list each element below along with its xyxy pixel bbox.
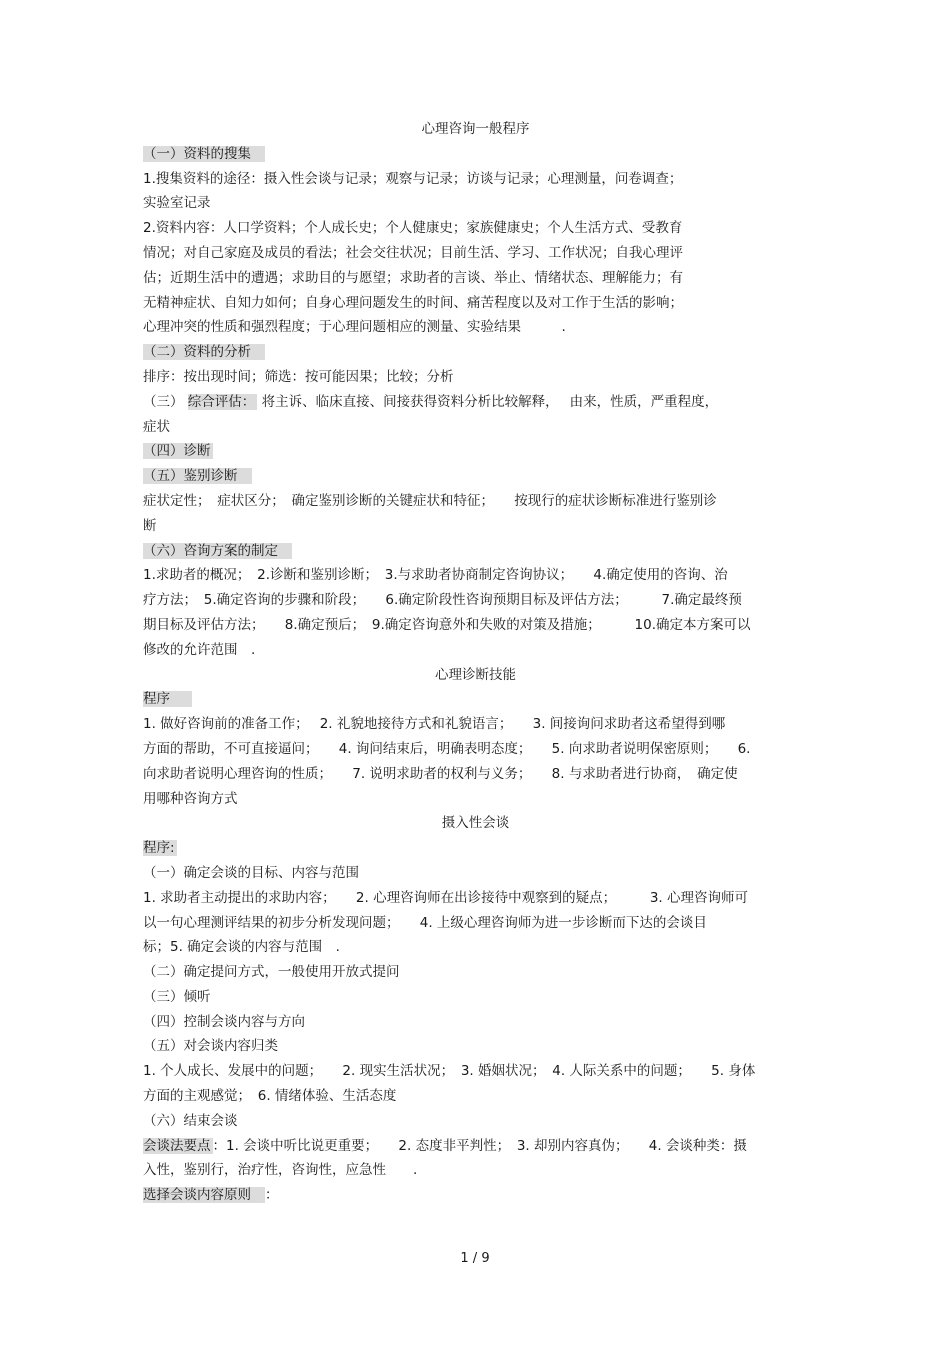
paragraph-line: 1.搜集资料的途径：摄入性会谈与记录；观察与记录；访谈与记录；心理测量，问卷调查； xyxy=(143,170,683,187)
interview-content-principles xyxy=(143,1183,808,1208)
paragraph-line: 心理冲突的性质和强烈程度；于心理问题相应的测量、实验结果 . xyxy=(143,319,566,336)
heading-procedure xyxy=(143,687,808,712)
paragraph-line: 向求助者说明心理咨询的性质； 7. 说明求助者的权利与义务； 8. 与求助者进行协商， 确定使 xyxy=(143,765,738,782)
paragraph-line: 排序：按出现时间；筛选：按可能因果；比较；分析 xyxy=(143,368,454,385)
section-title-intake-interview: 摄入性会谈 xyxy=(441,815,510,832)
paragraph-line: 症状 xyxy=(143,418,170,435)
highlighted-heading: 综合评估： xyxy=(187,393,256,410)
paragraph-line: 以一句心理测评结果的初步分析发现问题； 4. 上级心理咨询师为进一步诊断而下达的会谈目 xyxy=(143,914,707,931)
heading-data-analysis xyxy=(143,340,808,365)
paragraph-line: 无精神症状、自知力如何；自身心理问题发生的时间、痛苦程度以及对工作于生活的影响； xyxy=(143,294,683,311)
interview-key-points xyxy=(143,1134,808,1159)
heading-differential-diagnosis xyxy=(143,464,808,489)
heading-data-collection xyxy=(143,142,808,167)
document-body xyxy=(143,117,808,1208)
highlighted-heading: （五）鉴别诊断 xyxy=(143,468,252,484)
subheading: （四）控制会谈内容与方向 xyxy=(143,1013,305,1030)
subheading: （六）结束会谈 xyxy=(143,1112,238,1129)
paragraph-line: 方面的帮助，不可直接逼问； 4. 询问结束后，明确表明态度； 5. 向求助者说明保密原则； 6. xyxy=(143,740,751,757)
page-number: 1 / 9 xyxy=(460,1251,490,1266)
paragraph-line: 1. 个人成长、发展中的问题； 2. 现实生活状况； 3. 婚姻状况； 4. 人际关系中的问题； 5. 身体 xyxy=(143,1063,756,1080)
paragraph-line: 修改的允许范围 . xyxy=(143,641,256,658)
heading-comprehensive-evaluation xyxy=(143,390,808,415)
paragraph-line: 断 xyxy=(143,517,157,534)
section-title-diagnosis-skills: 心理诊断技能 xyxy=(435,666,516,683)
paragraph-line: 实验室记录 xyxy=(143,195,211,212)
paragraph-line: 期目标及评估方法； 8.确定预后； 9.确定咨询意外和失败的对策及措施； 10.确定本方案可以 xyxy=(143,616,751,633)
paragraph-line: 疗方法； 5.确定咨询的步骤和阶段； 6.确定阶段性咨询预期目标及评估方法； 7.确定最终预 xyxy=(143,592,742,609)
heading-plan-formulation xyxy=(143,539,808,564)
subheading: （一）确定会谈的目标、内容与范围 xyxy=(143,864,359,881)
highlighted-heading: 选择会谈内容原则 xyxy=(143,1187,265,1203)
subheading: （三）倾听 xyxy=(143,988,211,1005)
highlighted-heading: （二）资料的分析 xyxy=(143,344,265,360)
subheading: （五）对会谈内容归类 xyxy=(143,1038,278,1055)
heading-text: 将主诉、临床直接、间接获得资料分析比较解释， 由来，性质，严重程度， xyxy=(261,393,719,410)
paragraph-line: 症状定性； 症状区分； 确定鉴别诊断的关键症状和特征； 按现行的症状诊断标准进行鉴别诊 xyxy=(143,492,717,509)
section-title-counseling-procedure: 心理咨询一般程序 xyxy=(421,121,530,137)
highlighted-heading: （一）资料的搜集 xyxy=(143,146,265,162)
heading-number: （三） xyxy=(143,393,184,410)
paragraph-line: 1.求助者的概况； 2.诊断和鉴别诊断； 3.与求助者协商制定咨询协议； 4.确定使用的咨询、治 xyxy=(143,567,728,584)
heading-diagnosis xyxy=(143,439,808,464)
highlighted-heading: 程序: xyxy=(143,840,175,857)
paragraph-line: 标；5. 确定会谈的内容与范围 . xyxy=(143,939,340,956)
paragraph-text: ：1. 会谈中听比说更重要； 2. 态度非平判性； 3. 却别内容真伪； 4. 会谈种类：摄 xyxy=(212,1137,747,1154)
paragraph-line: 1. 做好咨询前的准备工作； 2. 礼貌地接待方式和礼貌语言； 3. 间接询问求助者这希望得到哪 xyxy=(143,716,726,733)
heading-procedure xyxy=(143,836,808,861)
paragraph-text: ： xyxy=(265,1187,279,1204)
highlighted-heading: （四）诊断 xyxy=(143,443,211,460)
paragraph-line: 方面的主观感觉； 6. 情绪体验、生活态度 xyxy=(143,1088,397,1105)
paragraph-line: 1. 求助者主动提出的求助内容； 2. 心理咨询师在出诊接待中观察到的疑点； 3. 心理咨询师可 xyxy=(143,889,749,906)
paragraph-line: 估；近期生活中的遭遇；求助目的与愿望；求助者的言谈、举止、情绪状态、理解能力；有 xyxy=(143,269,683,286)
paragraph-line: 入性，鉴别行，治疗性，咨询性，应急性 . xyxy=(143,1162,418,1179)
paragraph-line: 2.资料内容：人口学资料；个人成长史；个人健康史；家族健康史；个人生活方式、受教育 xyxy=(143,220,683,237)
subheading: （二）确定提问方式，一般使用开放式提问 xyxy=(143,964,400,981)
highlighted-heading: 会谈法要点 xyxy=(143,1137,211,1154)
highlighted-heading: 程序 xyxy=(143,691,192,707)
paragraph-line: 情况；对自己家庭及成员的看法；社会交往状况；目前生活、学习、工作状况；自我心理评 xyxy=(143,244,683,261)
paragraph-line: 用哪种咨询方式 xyxy=(143,790,238,807)
highlighted-heading: （六）咨询方案的制定 xyxy=(143,543,292,559)
